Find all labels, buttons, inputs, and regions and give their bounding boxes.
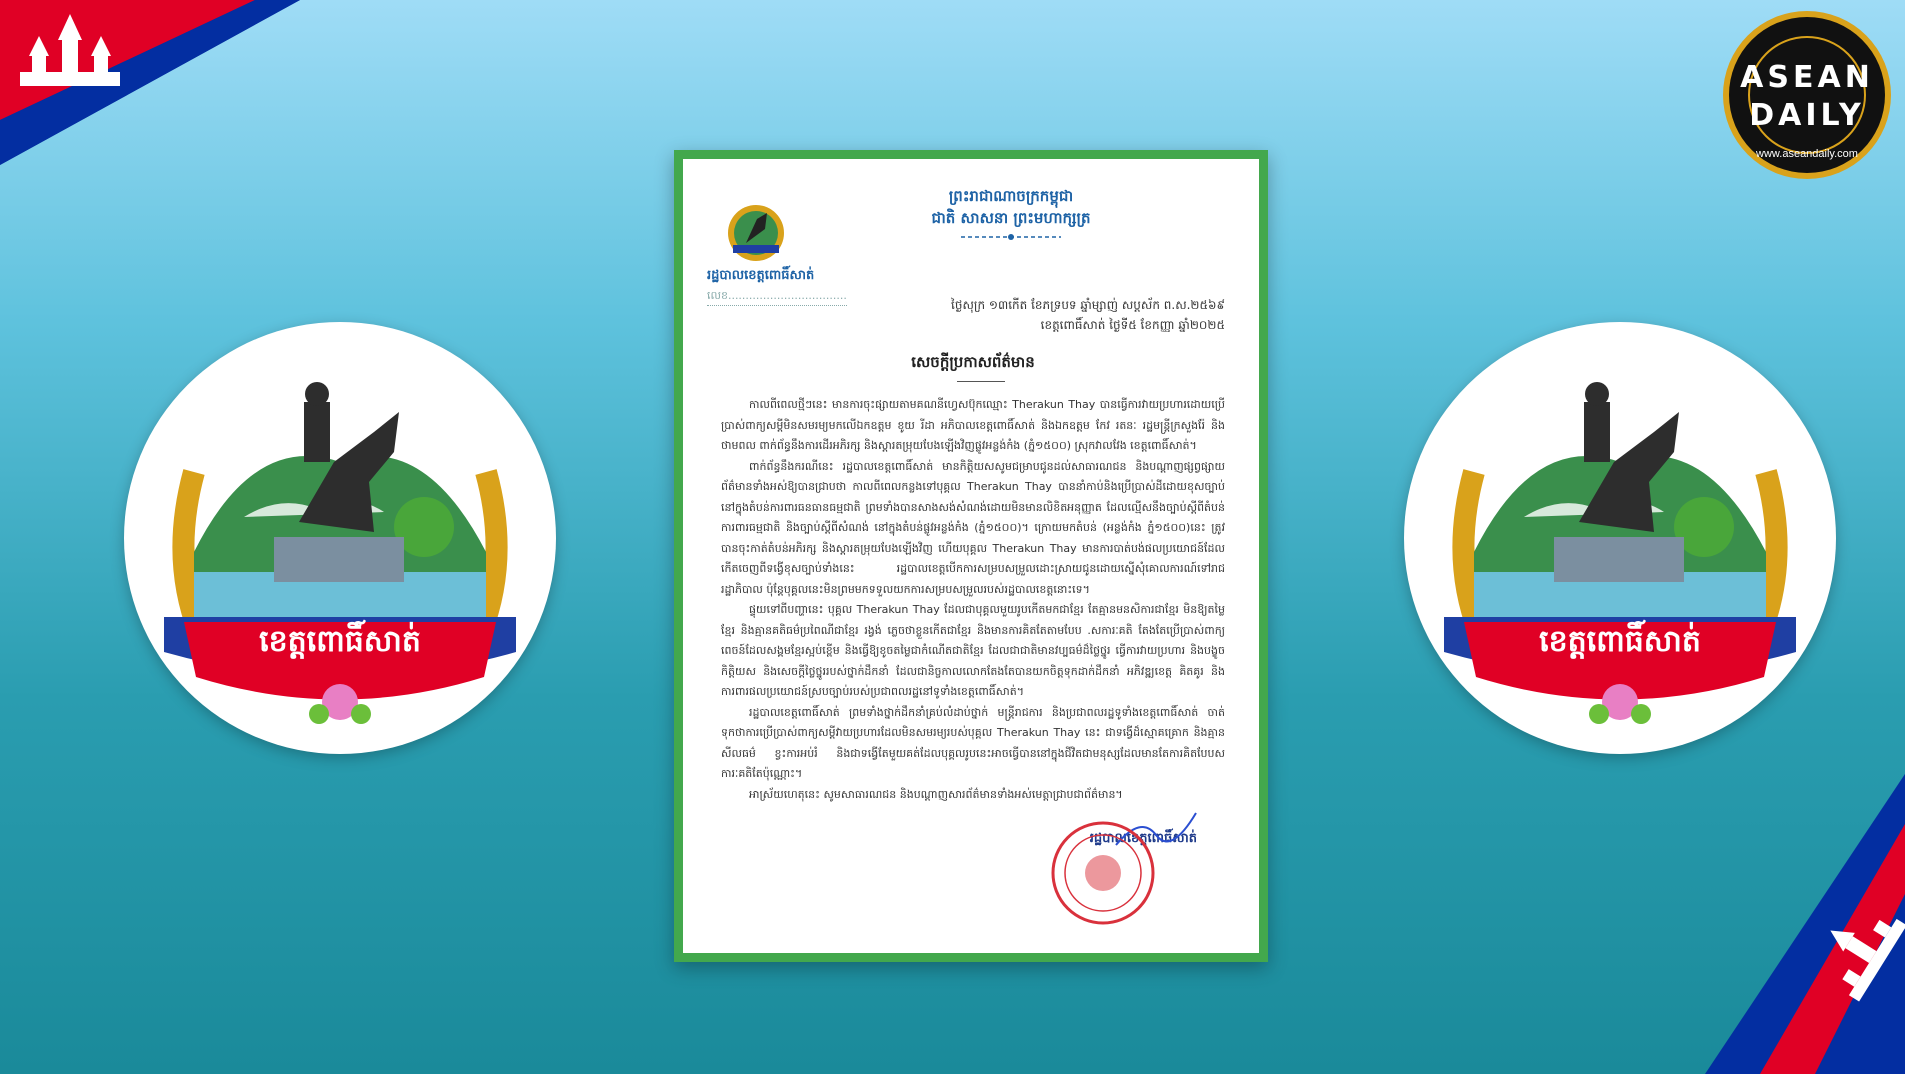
paragraph: ផ្ទុយទៅពីបញ្ហានេះ បុគ្គល Therakun Thay ដែលជាបុគ្គលមួយរូបកើតមកជាខ្មែរ តែគ្មានមនសិការជាខ្មែរ មិនឱ្យតម្លៃខ្មែរ និងគ្មានគតិធម៌ប្រពៃណីជាខ្មែរ រង្វង់ ភ្លេចថាខ្លួនកើតជាខ្មែរ និងមានការគិតតែតាមបែប .សការៈគតិ តែងតែប្រើប្រាស់ពាក្យពេចន៍ដែលសង្គមខ្មែរស្អប់ខ្ពើម និងធ្វើឱ្យខូចតម្លៃជាកំណើតជាតិខ្មែរ ដែលជាជាតិមានវប្បធម៌ដ៏ថ្លៃថ្នូរ ធ្វើការវាយប្រហារ និងបង្ខូចកិត្តិយស និងសេចក្តីថ្លៃថ្នូររបស់ថ្នាក់ដឹកនាំ ដែលជានិច្ចកាលលោកតែងតែបានយកចិត្តទុកដាក់ដឹកនាំ អភិវឌ្ឍខេត្ត គិតគូរ និងការពារផលប្រយោជន៍ស្របច្បាប់របស់ប្រជាពលរដ្ឋនៅទូទាំងខេត្តពោធិ៍សាត់។	[721, 603, 1225, 698]
brand-line-2: DAILY	[1749, 98, 1865, 133]
province-emblem-left	[124, 322, 556, 754]
emblem-label-right: ខេត្តពោធិ៍សាត់	[1539, 624, 1701, 659]
kingdom-line: ព្រះរាជាណាចក្រកម្ពុជា	[948, 187, 1074, 205]
cambodia-flag-corner-bottom-right	[1705, 774, 1905, 1074]
horse-statue-emblem-icon	[124, 322, 556, 754]
date-block	[951, 295, 1225, 335]
issuer-name: រដ្ឋបាលខេត្តពោធិ៍សាត់	[707, 268, 815, 283]
paragraph: កាលពីពេលថ្មីៗនេះ មានការចុះផ្សាយតាមគណនីហ្វេសប៊ុកឈ្មោះ Therakun Thay បានធ្វើការវាយប្រហារដោយប្រើប្រាស់ពាក្យសម្តីមិនសមរម្យមកលើឯកឧត្តម ខូយ រីដា អភិបាលខេត្តពោធិ៍សាត់ និងឯកឧត្តម កែវ រតនៈ រដ្ឋមន្ត្រីក្រសួងរ៉ែ និងថាមពល ពាក់ព័ន្ធនឹងការដើរអភិរក្ស និងស្តារតម្រុយបែងឡើងវិញផ្លូវអន្លង់កំង (ភ្នំ១៥០០) ស្រុកវាលវែង ខេត្តពោធិ៍សាត់។	[721, 398, 1225, 452]
paragraph: រដ្ឋបាលខេត្តពោធិ៍សាត់ ព្រមទាំងថ្នាក់ដឹកនាំគ្រប់លំដាប់ថ្នាក់ មន្ត្រីរាជការ និងប្រជាពលរដ្ឋទូទាំងខេត្តពោធិ៍សាត់ ចាត់ទុកថាការប្រើប្រាស់ពាក្យសម្តីវាយប្រហារដែលមិនសមរម្យរបស់បុគ្គល Therakun Thay នេះ ជាទង្វើដ៏ស្មោគគ្រោក និងគ្មានសីលធម៌ ខ្វះការអប់រំ និងជាទង្វើតែមួយគត់ដែលបុគ្គលរូបនេះអាចធ្វើបាននៅក្នុងជីវិតជាមនុស្សដែលមានតែការគិតបែបសការៈគតិតែប៉ុណ្ណោះ។	[721, 705, 1225, 780]
reference-number: លេខ..................................	[707, 289, 847, 306]
official-seal-stamp-icon	[1049, 819, 1157, 927]
brand-line-1: ASEAN	[1740, 60, 1874, 95]
kingdom-header	[901, 185, 1121, 229]
lunar-date: ថ្ងៃសុក្រ ១៣កើត ខែភទ្របទ ឆ្នាំម្សាញ់ សប្តស័ក ព.ស.២៥៦៩	[951, 298, 1225, 312]
province-emblem-right	[1404, 322, 1836, 754]
cambodia-flag-corner-top-left	[0, 0, 320, 170]
brand-url: www.aseandaily.com	[1756, 148, 1858, 160]
signature-office: រដ្ឋបាលខេត្តពោធិ៍សាត់	[1089, 831, 1197, 846]
document-title: សេចក្តីប្រកាសព័ត៌មាន	[911, 353, 1035, 371]
title-underline	[957, 381, 1005, 382]
paragraph: ពាក់ព័ន្ធនឹងករណីនេះ រដ្ឋបាលខេត្តពោធិ៍សាត់ មានកិត្តិយសសូមជម្រាបជូនដល់សាធារណជន និងបណ្តាញផ្សព្វផ្សាយព័ត៌មានទាំងអស់ឱ្យបានជ្រាបថា កាលពីពេលកន្លងទៅបុគ្គល Therakun Thay បាននាំកាប់និងប្រើប្រាស់ដីដោយខុសច្បាប់នៅក្នុងតំបន់ការពារធនធានធម្មជាតិ ព្រមទាំងបានសាងសង់សំណង់ដោយមិនមានលិខិតអនុញ្ញាត ដែលល្មើសនឹងច្បាប់ស្តីពីតំបន់ការពារធម្មជាតិ និងច្បាប់ស្តីពីសំណង់ នៅក្នុងតំបន់ផ្លូវអន្លង់កំង (ភ្នំ១៥០០)។ ក្រោយមកតំបន់ (អន្លង់កំង ភ្នំ១៥០០)នេះ ត្រូវបានចុះកាត់តំបន់អភិរក្ស និងស្តារតម្រុយបែងឡើងវិញ ហើយបុគ្គល Therakun Thay មានការបាត់បង់ផលប្រយោជន៍ដែលកើតចេញពីទង្វើខុសច្បាប់ទាំងនេះ រដ្ឋបាលខេត្តបើកការសម្របសម្រួលដោះស្រាយជូនដោយស្នើសុំគោលការណ៍ទៅរាជរដ្ឋាភិបាល ប៉ុន្តែបុគ្គលនេះមិនព្រមមកទទួលយកការសម្របសម្រួលរបស់រដ្ឋបាលខេត្តនោះទេ។	[721, 459, 1225, 596]
ornament-divider-icon	[961, 233, 1061, 241]
emblem-label-left: ខេត្តពោធិ៍សាត់	[259, 624, 421, 659]
motto-line: ជាតិ សាសនា ព្រះមហាក្សត្រ	[931, 209, 1091, 227]
asean-daily-logo	[1722, 10, 1892, 180]
paragraph: អាស្រ័យហេតុនេះ សូមសាធារណជន និងបណ្តាញសារព័ត៌មានទាំងអស់មេត្តាជ្រាបជាព័ត៌មាន។	[749, 787, 1123, 801]
solar-date: ខេត្តពោធិ៍សាត់ ថ្ងៃទី៥ ខែកញ្ញា ឆ្នាំ២០២៥	[1040, 318, 1225, 332]
provincial-office-logo-icon	[721, 199, 791, 263]
press-release-document	[674, 150, 1268, 962]
horse-statue-emblem-icon	[1404, 322, 1836, 754]
document-body	[721, 395, 1225, 805]
